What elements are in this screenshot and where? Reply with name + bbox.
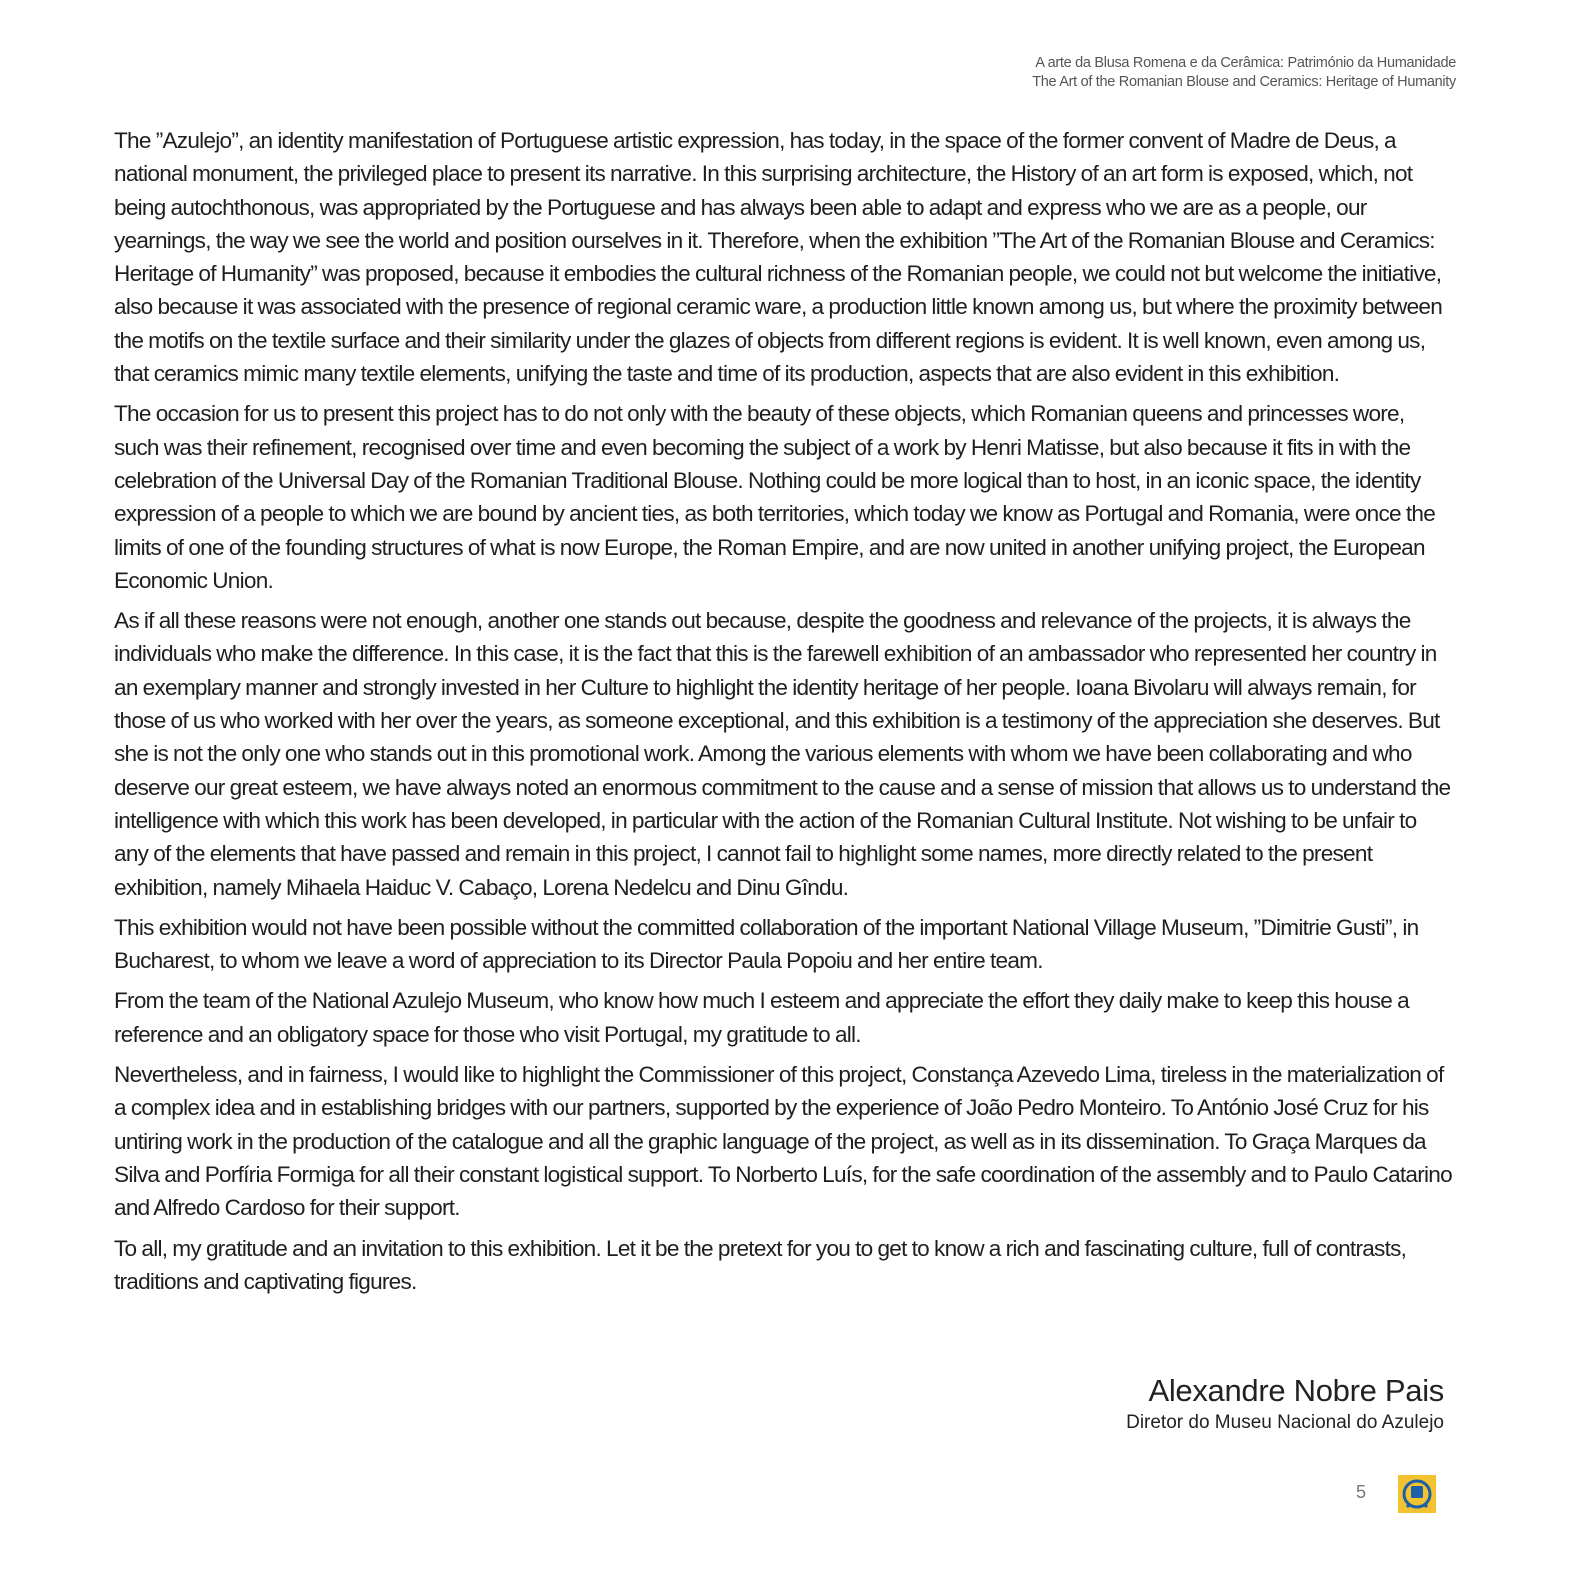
page-number: 5 — [1356, 1482, 1367, 1502]
paragraph-7: To all, my gratitude and an invitation to this exhibition. Let it be the pretext for you to get to know a rich and fascinating culture, full of contrasts, traditions and captivating figures. — [114, 1235, 1407, 1294]
paragraph-6: Nevertheless, and in fairness, I would like to highlight the Commissioner of this project, Constança Azevedo Lima, tireless in the materialization of a complex idea and in establishing bridges with our partners, supported by the experience of João Pedro Monteiro. To António José Cruz for his untiring work in the production of the catalogue and all the graphic language of the project, as well as in its dissemination. To Graça Marques da Silva and Porfíria Formiga for all their constant logistical support. To Norberto Luís, for the safe coordination of the assembly and to Paulo Catarino and Alfredo Cardoso for their support. — [114, 1062, 1452, 1221]
body-text — [114, 124, 1454, 1305]
signature-role: Diretor do Museu Nacional do Azulejo — [1126, 1412, 1444, 1433]
paragraph-5: From the team of the National Azulejo Museum, who know how much I esteem and appreciate the effort they daily make to keep this house a reference and an obligatory space for those who visit Portugal, my gratitude to all. — [114, 988, 1409, 1047]
paragraph-2: The occasion for us to present this project has to do not only with the beauty of these objects, which Romanian queens and princesses wore, such was their refinement, recognised over time and even becoming the subject of a work by Henri Matisse, but also because it fits in with the celebration of the Universal Day of the Romanian Traditional Blouse. Nothing could be more logical than to host, in an iconic space, the identity expression of a people to which we are bound by ancient ties, as both territories, which today we know as Portugal and Romania, were once the limits of one of the founding structures of what is now Europe, the Roman Empire, and are now united in another unifying project, the European Economic Union. — [114, 401, 1436, 593]
paragraph-3: As if all these reasons were not enough, another one stands out because, despite the goodness and relevance of the projects, it is always the individuals who make the difference. In this case, it is the fact that this is the farewell exhibition of an ambassador who represented her country in an exemplary manner and strongly invested in her Culture to highlight the identity heritage of her people. Ioana Bivolaru will always remain, for those of us who worked with her over the years, as someone exceptional, and this exhibition is a testimony of the appreciation she deserves. But she is not the only one who stands out in this promotional work. Among the various elements with whom we have been collaborating and who deserve our great esteem, we have always noted an enormous commitment to the cause and a sense of mission that allows us to understand the intelligence with which this work has been developed, in particular with the action of the Romanian Cultural Institute. Not wishing to be unfair to any of the elements that have passed and remain in this project, I cannot fail to highlight some names, more directly related to the present exhibition, namely Mihaela Haiduc V. Cabaço, Lorena Nedelcu and Dinu Gîndu. — [114, 608, 1451, 900]
paragraph-1: The ”Azulejo”, an identity manifestation of Portuguese artistic expression, has today, in the space of the former convent of Madre de Deus, a national monument, the privileged place to present its narrative. In this surprising architecture, the History of an art form is exposed, which, not being autochthonous, was appropriated by the Portuguese and has always been able to adapt and express who we are as a people, our yearnings, the way we see the world and position ourselves in it. Therefore, when the exhibition ”The Art of the Romanian Blouse and Ceramics: Heritage of Humanity” was proposed, because it embodies the cultural richness of the Romanian people, we could not but welcome the initiative, also because it was associated with the presence of regional ceramic ware, a production little known among us, but where the proximity between the motifs on the textile surface and their similarity under the glazes of objects from different regions is evident. It is well known, even among us, that ceramics mimic many textile elements, unifying the taste and time of its production, aspects that are also evident in this exhibition. — [114, 128, 1443, 387]
running-header-english: The Art of the Romanian Blouse and Ceramics: Heritage of Humanity — [1032, 74, 1456, 90]
running-header-portuguese: A arte da Blusa Romena e da Cerâmica: Património da Humanidade — [1035, 55, 1456, 71]
paragraph-4: This exhibition would not have been possible without the committed collaboration of the important National Village Museum, ”Dimitrie Gusti”, in Bucharest, to whom we leave a word of appreciation to its Director Paula Popoiu and her entire team. — [114, 914, 1419, 974]
signature-name: Alexandre Nobre Pais — [1148, 1373, 1444, 1408]
museum-logo-icon — [1398, 1475, 1436, 1513]
signature-block — [1126, 1372, 1444, 1436]
running-header — [1032, 54, 1456, 92]
